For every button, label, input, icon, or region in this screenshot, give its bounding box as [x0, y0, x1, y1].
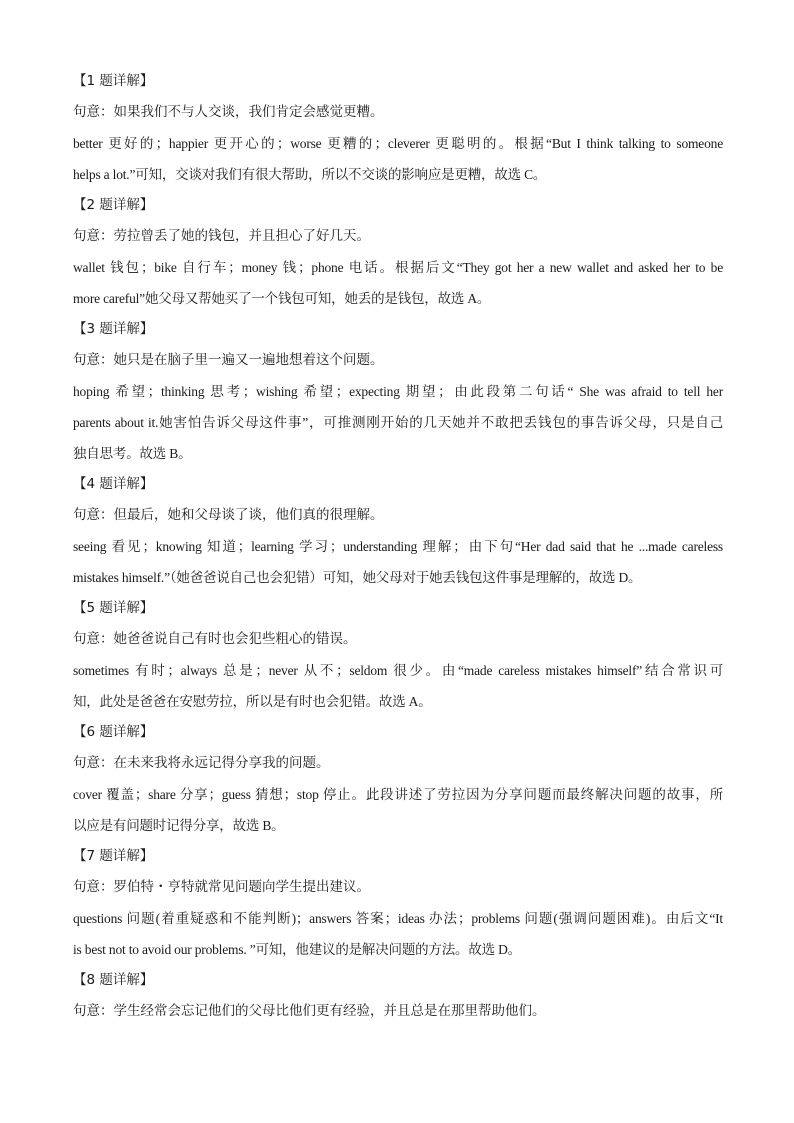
question-1-explanation-line-1: better 更好的；happier 更开心的；worse 更糟的；cleverer 更聪明的。根据“But I think talking to someone — [73, 136, 723, 151]
question-4-translation: 句意：但最后，她和父母谈了谈，他们真的很理解。 — [73, 507, 384, 523]
question-7-explanation-line-1: questions 问题(着重疑惑和不能判断)；answers 答案；ideas 办法；problems 问题(强调问题困难)。由后文“It — [73, 911, 723, 926]
question-1-section — [73, 66, 723, 190]
question-3-section — [73, 314, 723, 469]
question-5-explanation-line-1: sometimes 有时；always 总是；never 从不；seldom 很少。由“made careless mistakes himself”结合常识可 — [73, 663, 723, 678]
question-7-heading: 【7 题详解】 — [73, 848, 154, 864]
question-4-explanation-line-1: seeing 看见；knowing 知道；learning 学习；understanding 理解；由下句“Her dad said that he ...made careless — [73, 539, 723, 554]
question-8-heading: 【8 题详解】 — [73, 972, 154, 988]
question-8-section — [73, 965, 723, 1027]
question-1-translation: 句意：如果我们不与人交谈，我们肯定会感觉更糟。 — [73, 104, 384, 120]
question-3-explanation-line-1: hoping 希望；thinking 思考；wishing 希望；expecting 期望；由此段第二句话“ She was afraid to tell her — [73, 384, 723, 399]
question-6-explanation-line-1: cover 覆盖；share 分享；guess 猜想；stop 停止。此段讲述了劳拉因为分享问题而最终解决问题的故事，所 — [73, 787, 723, 802]
question-1-heading: 【1 题详解】 — [73, 73, 154, 89]
question-3-explanation-line-2: parents about it.她害怕告诉父母这件事”，可推测刚开始的几天她并不敢把丢钱包的事告诉父母，只是自己 — [73, 415, 723, 430]
question-4-section — [73, 469, 723, 593]
question-2-explanation-line-2: more careful”她父母又帮她买了一个钱包可知，她丢的是钱包，故选 A。 — [73, 291, 491, 306]
question-4-explanation-line-2: mistakes himself.”（她爸爸说自己也会犯错）可知，她父母对于她丢钱包这件事是理解的，故选 D。 — [73, 570, 642, 585]
question-2-heading: 【2 题详解】 — [73, 197, 154, 213]
question-6-translation: 句意：在未来我将永远记得分享我的问题。 — [73, 755, 330, 771]
answer-explanations — [73, 66, 723, 1027]
question-1-explanation-line-2: helps a lot.”可知，交谈对我们有很大帮助，所以不交谈的影响应是更糟，故选 C。 — [73, 167, 547, 182]
question-3-heading: 【3 题详解】 — [73, 321, 154, 337]
question-5-translation: 句意：她爸爸说自己有时也会犯些粗心的错误。 — [73, 631, 357, 647]
question-5-heading: 【5 题详解】 — [73, 600, 154, 616]
question-2-translation: 句意：劳拉曾丢了她的钱包，并且担心了好几天。 — [73, 228, 370, 244]
question-3-explanation-line-3: 独自思考。故选 B。 — [73, 446, 192, 461]
question-8-translation: 句意：学生经常会忘记他们的父母比他们更有经验，并且总是在那里帮助他们。 — [73, 1003, 546, 1019]
question-5-explanation-line-2: 知，此处是爸爸在安慰劳拉，所以是有时也会犯错。故选 A。 — [73, 694, 432, 709]
question-7-translation: 句意：罗伯特・亨特就常见问题向学生提出建议。 — [73, 879, 370, 895]
question-5-section — [73, 593, 723, 717]
question-6-explanation-line-2: 以应是有问题时记得分享，故选 B。 — [73, 818, 285, 833]
question-7-explanation-line-2: is best not to avoid our problems. ”可知，他建议的是解决问题的方法。故选 D。 — [73, 942, 521, 957]
question-3-translation: 句意：她只是在脑子里一遍又一遍地想着这个问题。 — [73, 352, 384, 368]
question-6-section — [73, 717, 723, 841]
question-7-section — [73, 841, 723, 965]
question-4-heading: 【4 题详解】 — [73, 476, 154, 492]
question-2-explanation-line-1: wallet 钱包；bike 自行车；money 钱；phone 电话。根据后文“They got her a new wallet and asked her to be — [73, 260, 723, 275]
question-2-section — [73, 190, 723, 314]
question-6-heading: 【6 题详解】 — [73, 724, 154, 740]
